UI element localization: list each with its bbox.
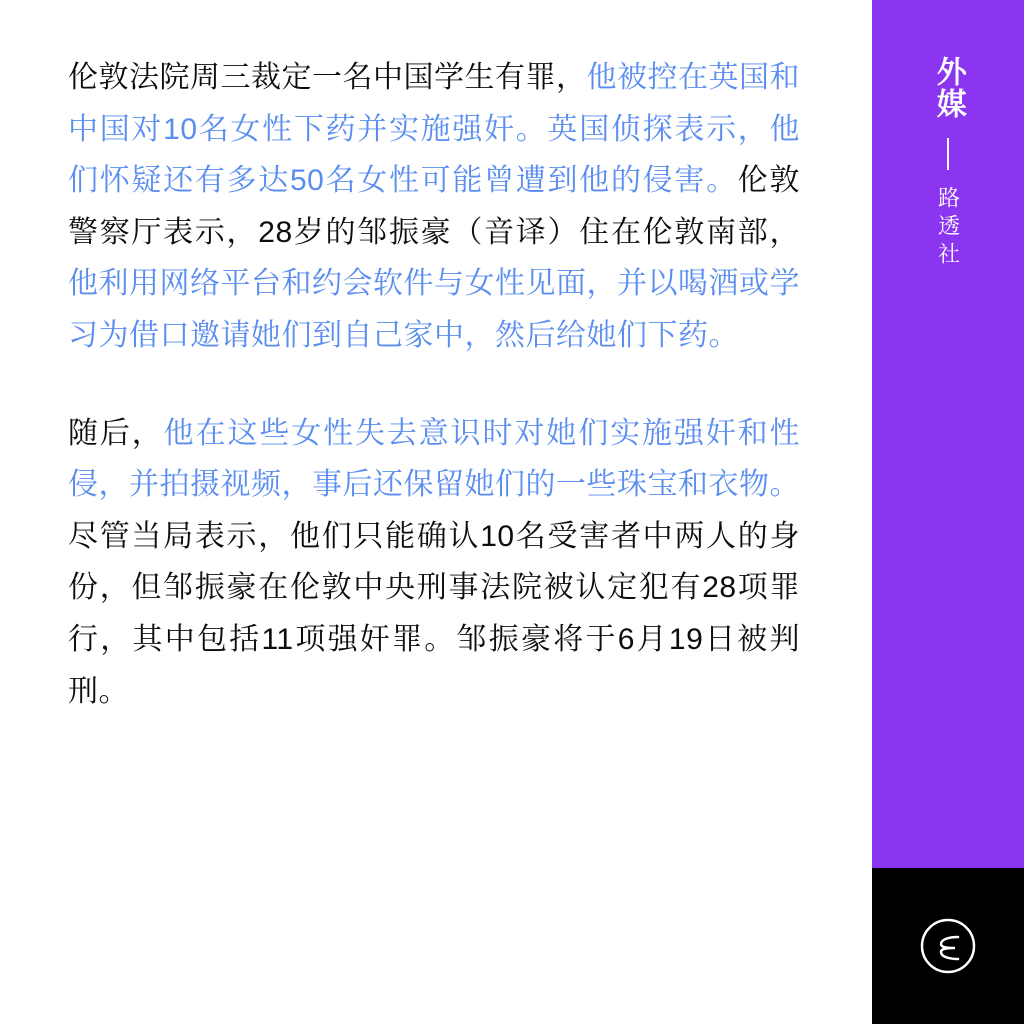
brand-mark-icon xyxy=(919,917,977,975)
paragraph-2 xyxy=(68,408,800,718)
text-run-highlight: 他在这些女性失去意识时对她们实施强奸和性侵，并拍摄视频，事后还保留她们的一些珠宝和衣物。 xyxy=(68,416,801,502)
text-run-highlight: 他利用网络平台和约会软件与女性见面，并以喝酒或学习为借口邀请她们到自己家中，然后给她们下药。 xyxy=(68,267,800,352)
text-run: 随后， xyxy=(68,416,164,450)
side-rail xyxy=(872,0,1024,1024)
side-rail-header xyxy=(872,0,1024,868)
paragraph-1 xyxy=(68,52,800,362)
text-run: 尽管当局表示，他们只能确认10名受害者中两人的身份，但邹振豪在伦敦中央刑事法院被认定犯有28项罪行，其中包括11项强奸罪。邹振豪将于6月19日被判刑。 xyxy=(68,519,800,708)
text-run-highlight: 他被控在英国和中国对10名女性下药并实施强奸。英国侦探表示，他们怀疑还有多达50名女性可能曾遭到他的侵害。 xyxy=(68,61,800,198)
text-run: 伦敦警察厅表示，28岁的邹振豪（音译）住在伦敦南部， xyxy=(68,164,801,249)
text-run: 伦敦法院周三裁定一名中国学生有罪， xyxy=(68,61,587,94)
logo-area xyxy=(872,868,1024,1024)
rail-title: 外媒 xyxy=(931,56,965,120)
rail-divider xyxy=(947,138,949,170)
rail-source: 路透社 xyxy=(935,186,961,270)
